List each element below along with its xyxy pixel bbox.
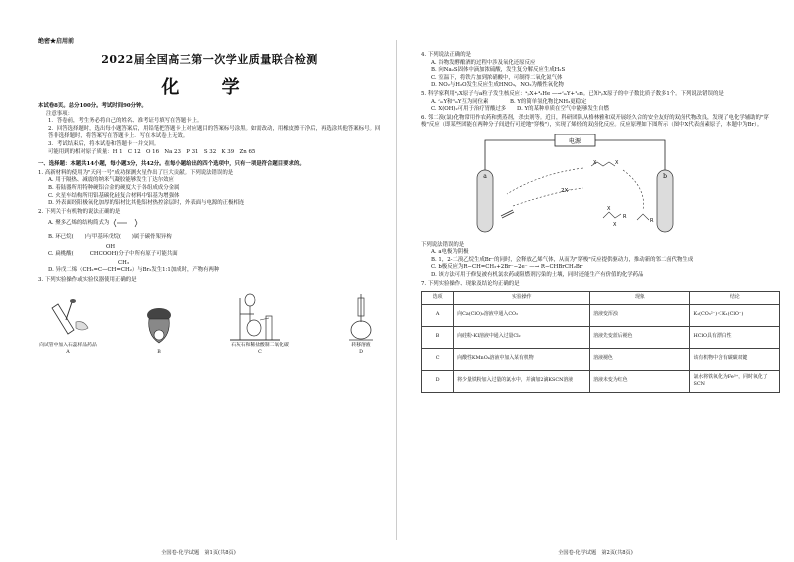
q1-option-a: A. 用于隔热、减震的纳米气凝胶能够发生丁达尔效应: [48, 177, 174, 184]
page-right: [397, 0, 794, 562]
q3-figure-a: [38, 298, 98, 357]
q3-figure-a-label: 向试管中加入石蕊样品药品: [39, 342, 97, 348]
q3-figure-c-letter: C: [258, 350, 262, 356]
q1-option-c: C. 火星车结构所用铝基碳化硅复合材料中铝基为增强体: [48, 192, 180, 199]
q2-option-d-block: [38, 260, 381, 276]
table-cell: A: [422, 304, 454, 326]
polymer-structure-icon: [113, 217, 139, 229]
q2-option-b: B. 环已烷( )与甲基环戊烷( )属于碳骨架异构: [48, 233, 172, 240]
q2-option-d: D. 异戊二烯（CH₂=C—CH=CH₂）与Br₂发生1:1加成时，产物有两种: [48, 267, 220, 274]
svg-text:R: R: [623, 213, 627, 220]
question-4: [421, 52, 780, 90]
table-cell: B: [422, 326, 454, 348]
q2-option-a-row: [38, 216, 381, 230]
q3-figure-c: [220, 292, 300, 357]
q1-option-b: B. 着陆器所用特种硬铝合金的硬度大于各组成成分金属: [48, 184, 180, 191]
secret-tag: 绝密★启用前: [38, 38, 75, 45]
ion-label: 2X⁻: [561, 187, 572, 194]
q6-option-a: A. a电极为阴极: [431, 249, 469, 256]
q1-option-d: D. 外表面经阳极氧化加厚的铝材比其他铝材热控涂层时，外表面与电源的正极相连: [48, 200, 245, 207]
svg-text:X: X: [593, 159, 597, 166]
svg-text:X: X: [615, 159, 619, 166]
question-2: [38, 209, 381, 277]
table-cell: 溶液褪色: [590, 348, 690, 370]
svg-text:X: X: [613, 221, 617, 228]
table-header-row: [422, 292, 780, 305]
table-row: [422, 370, 780, 392]
question-3-stem: 3. 下列实验操作或实验仪器使用正确的是: [38, 277, 137, 284]
table-cell: 溶液未变为红色: [590, 370, 690, 392]
notice-1: 1．答卷前，考生务必将自己的姓名、准考证号填写在答题卡上。: [48, 118, 203, 125]
table-cell: 向硅粉-KI溶液中通入过量Cl₂: [454, 326, 590, 348]
q3-figure-d: [341, 292, 381, 357]
table-row: [422, 348, 780, 370]
question-3: [38, 277, 381, 357]
q2-option-d-ch3: CH₃: [118, 260, 129, 267]
gas-generator-apparatus-icon: [220, 292, 300, 342]
q4-option-d: D. NO₂与H₂O发生反应生成HNO₃，NO₂为酸性氧化物: [431, 82, 564, 89]
q6-option-b: B. 1，2-二溴乙烷生成Br⁻的同时，会释放乙烯气体，从而为"穿梭"反应提供驱动力，推动新的邻二卤代物生成: [431, 256, 694, 263]
exam-info: 本试卷8页。总分100分。考试时间90分钟。: [38, 103, 147, 109]
experiment-table: [421, 291, 780, 393]
q4-option-a: A. 谷物发酵酿酒的过程中涉及氧化还原反应: [431, 59, 536, 66]
q3-figure-c-label: 石灰石和稀盐酸制二氧化碳: [231, 342, 289, 348]
question-1-stem: 1. 高新材料的使用为"天问一号"成功探测火星作出了巨大贡献。下列说法错误的是: [38, 169, 234, 176]
subject-title: 化 学: [161, 77, 258, 98]
table-header-conclusion: 结论: [690, 292, 780, 305]
page-footer-right: 全国卷·化学试题 第2页(共8页): [558, 550, 633, 556]
q3-figure-d-letter: D: [359, 350, 363, 356]
anode-label: a: [483, 172, 487, 180]
q3-figure-b: [139, 305, 179, 357]
q5-options-row-1: A. ᶜₘY和ᵈₘY互为同位素 B. Y的简单氢化物比NH₃更稳定: [431, 98, 587, 105]
page-footer-left: 全国卷·化学试题 第1页(共8页): [161, 550, 236, 556]
svg-text:R: R: [650, 217, 654, 224]
notice-head: 注意事项：: [46, 110, 73, 117]
table-header-option: 选项: [422, 292, 454, 305]
q2-option-b-row: [38, 230, 381, 244]
q3-figure-row: [38, 295, 381, 357]
q2-option-a: A. 聚多乙烯的结构简式为: [48, 219, 110, 226]
notice-2: 2．回答选择题时，选出每小题答案后，用铅笔把答题卡上对应题目的答案标号涂黑。如需改动，用橡皮擦干净后，再选涂其他答案标号。回答非选择题时，将答案写在答题卡上．写在本试卷上无效。: [48, 125, 381, 140]
question-4-stem: 4. 下列说法正确的是: [421, 52, 471, 58]
table-cell: 向Ca(ClO)₂溶液中通入CO₂: [454, 304, 590, 326]
q2-option-c-oh: OH: [106, 244, 116, 251]
ion-arrow: [513, 188, 583, 206]
table-row: [422, 326, 780, 348]
q5-options-row-2: C. X(OH)₂可用于治疗胃酸过多 D. Y的某种单质在空气中能够发生自燃: [431, 106, 609, 113]
table-header-phenomenon: 现象: [590, 292, 690, 305]
question-5: [421, 91, 780, 114]
q2-option-c-block: [38, 244, 381, 260]
q3-figure-b-letter: B: [157, 350, 161, 356]
test-tube-dropper-icon: [38, 298, 98, 342]
q4-option-c: C. 室温下，将铁片加到浓硝酸中，可制得二氧化氮气体: [431, 74, 563, 81]
table-cell: 溶液先变蓝后褪色: [590, 326, 690, 348]
q6-after-text: 下列说法错误的是: [421, 241, 465, 248]
table-cell: HClO具有漂白性: [690, 326, 780, 348]
table-cell: 向酸性KMnO₄溶液中加入某有机物: [454, 348, 590, 370]
q3-figure-d-label: 转移溶液: [351, 342, 371, 348]
table-cell: C: [422, 348, 454, 370]
exam-title: 2022届全国高三第一次学业质量联合检测: [101, 53, 318, 66]
question-7: [421, 281, 780, 393]
electrolysis-diagram: [443, 134, 713, 234]
table-cell: 溶液变浑浊: [590, 304, 690, 326]
q6-option-d: D. 该方法可用于修复被有机氯农药或阻燃剂污染的土壤，同时还能生产有价值的化学药品: [431, 271, 644, 278]
atomic-masses: 可能用到的相对原子质量：H 1 C 12 O 16 Na 23 P 31 S 32 K 39 Zn 65: [48, 148, 256, 155]
q4-option-b: B. 向Na₂S固体中滴加浓硫酸，发生复分解反应生成H₂S: [431, 67, 566, 74]
cathode-label: b: [663, 172, 667, 180]
question-5-stem: 5. 科学家利用ᵃₚX原子与a粒子发生核反应：ᵃₚX+⁴₂He —→ᶜₘY+¹₀n。已知ᵃₚX原子的中子数比质子数多1个。下列说法错误的是: [421, 90, 724, 97]
hand-holding-flask-icon: [139, 305, 179, 349]
question-2-stem: 2. 下列关于有机物的说法正确的是: [38, 208, 121, 215]
table-cell: K₁(CO₃²⁻)＜K₁(ClO⁻): [690, 304, 780, 326]
q3-figure-a-letter: A: [66, 350, 70, 356]
question-1: [38, 170, 381, 208]
shuttle-arrow-right: [623, 170, 644, 210]
table-cell: D: [422, 370, 454, 392]
question-6: [421, 115, 780, 280]
table-cell: 将少量铁粉加入过量的氯水中，并滴加2滴KSCN溶液: [454, 370, 590, 392]
notice-3: 3．考试结束后，将本试卷和答题卡一并交回。: [48, 140, 160, 147]
question-7-stem: 7. 下列实验操作、现象及结论均正确的是: [421, 280, 520, 287]
table-header-operation: 实验操作: [454, 292, 590, 305]
table-cell: 该有机物中含有碳碳双键: [690, 348, 780, 370]
power-label: 电源: [568, 137, 582, 145]
table-cell: 氯水将铁氧化为Fe³⁺，同时氧化了SCN: [690, 370, 780, 392]
svg-text:X: X: [607, 205, 611, 212]
volumetric-flask-icon: [341, 292, 381, 342]
q2-option-c: C. 扁桃酸( CHCOOH)分子中所有原子可能共面: [48, 251, 178, 258]
question-6-stem: 6. 邻二溴(氯)化物常用作农药和熏蒸剂，杀虫剂等。近日，科研团队从格林雅和双开展经久合的安全友好的双卤代物改良，发现了电化学辅助的"穿梭"反应（即某些团能在两种分子间进行可逆地"穿梭"），实现了烯烃的双卤化反应。反应原理如下图所示（图中X代表卤素原子，本题中为Br）。: [421, 114, 769, 129]
q6-option-c: C. b极反应为R−CH=CH₂+2Br⁻−2e⁻ —→ R−CHBrCH₂Br: [431, 264, 583, 271]
table-row: [422, 304, 780, 326]
alkene-molecule: [637, 214, 649, 220]
section-1-header: 一、选择题：本题共14小题，每小题3分，共42分。在每小题给出的四个选项中，只有一项是符合题目要求的。: [38, 161, 305, 168]
product-molecule: [603, 212, 621, 218]
